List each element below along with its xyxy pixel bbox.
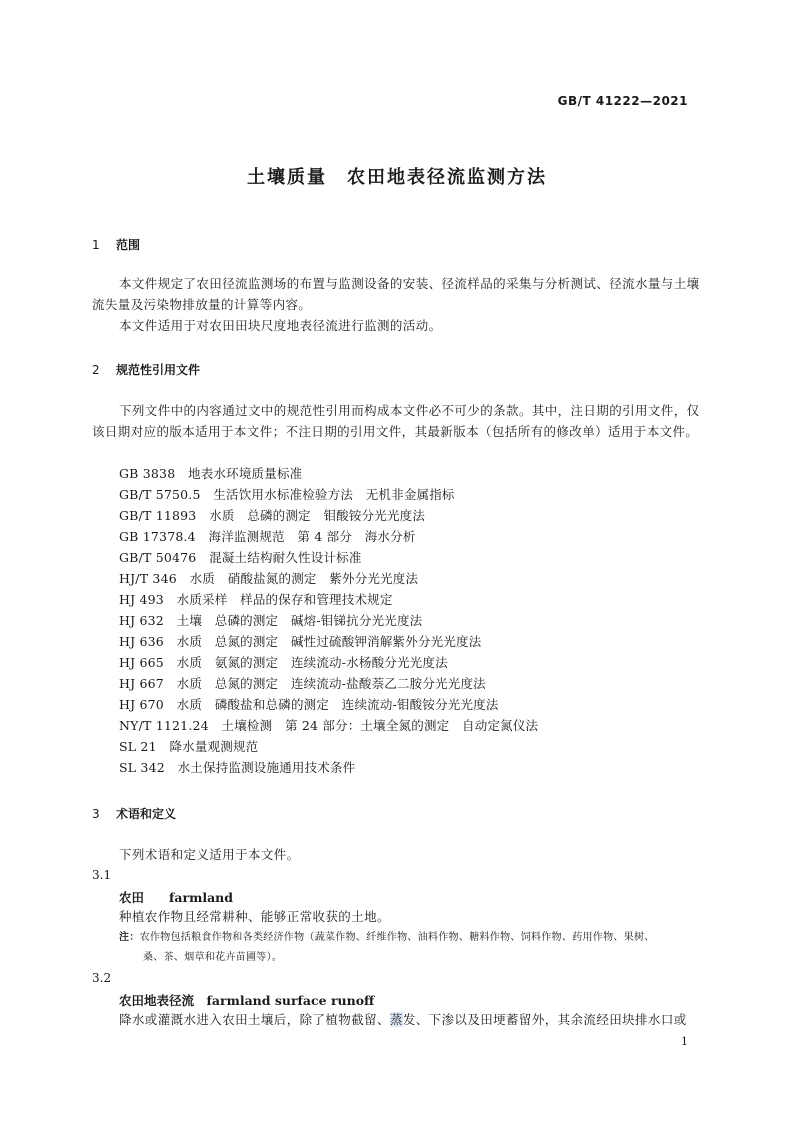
definition-text: 发、下渗以及田埂蓄留外，其余流经田块排水口或 (402, 1012, 687, 1027)
paragraph-text: 下列术语和定义适用于本文件。 (119, 847, 300, 862)
term-chinese: 农田地表径流 (119, 993, 195, 1008)
term-3-2-definition (119, 1009, 719, 1030)
section-number: 2 (92, 363, 100, 377)
term-3-2 (119, 991, 374, 1009)
term-3-1-note (119, 928, 709, 968)
term-english: farmland surface runoff (206, 993, 375, 1008)
section-1-paragraph-2 (92, 315, 706, 336)
section-3-heading (92, 805, 176, 822)
reference-item: SL 342 水土保持监测设施通用技术条件 (119, 760, 356, 775)
section-2-heading (92, 361, 200, 378)
term-number: 3.1 (92, 868, 112, 882)
reference-item: NY/T 1121.24 土壤检测 第 24 部分：土壤全氮的测定 自动定氮仪法 (119, 718, 539, 733)
paragraph-text: 本文件规定了农田径流监测场的布置与监测设备的安装、径流样品的采集与分析测试、径流水量与土壤流失量及污染物排放量的计算等内容。 (92, 276, 700, 312)
section-1-heading (92, 236, 140, 253)
reference-item: HJ 670 水质 磷酸盐和总磷的测定 连续流动-钼酸铵分光光度法 (119, 697, 499, 712)
reference-item: HJ 665 水质 氨氮的测定 连续流动-水杨酸分光光度法 (119, 655, 448, 670)
section-number: 3 (92, 807, 100, 821)
section-title: 规范性引用文件 (116, 363, 201, 377)
standard-code: GB/T 41222—2021 (557, 94, 688, 108)
section-2-intro (92, 400, 706, 442)
reference-item: GB/T 11893 水质 总磷的测定 钼酸铵分光光度法 (119, 508, 426, 523)
section-3-intro (92, 844, 706, 865)
reference-item: HJ 667 水质 总氮的测定 连续流动-盐酸萘乙二胺分光光度法 (119, 676, 486, 691)
section-number: 1 (92, 238, 100, 252)
reference-item: GB/T 5750.5 生活饮用水标准检验方法 无机非金属指标 (119, 487, 455, 502)
section-1-paragraph-1 (92, 273, 706, 315)
reference-item: SL 21 降水量观测规范 (119, 739, 259, 754)
reference-item: HJ 632 土壤 总磷的测定 碱熔-钼锑抗分光光度法 (119, 613, 423, 628)
normative-references-list (119, 463, 709, 778)
note-text: 农作物包括粮食作物和各类经济作物（蔬菜作物、纤维作物、油料作物、糖料作物、饲料作物、药用作物、果树、 (139, 932, 655, 943)
highlighted-text: 蒸 (389, 1012, 403, 1027)
section-title: 范围 (116, 238, 141, 252)
note-label: 注： (119, 932, 140, 943)
reference-item: GB/T 50476 混凝土结构耐久性设计标准 (119, 550, 362, 565)
page-number: 1 (681, 1035, 688, 1048)
reference-item: GB 17378.4 海洋监测规范 第 4 部分 海水分析 (119, 529, 416, 544)
reference-item: HJ/T 346 水质 硝酸盐氮的测定 紫外分光光度法 (119, 571, 419, 586)
term-chinese: 农田 (119, 890, 145, 905)
reference-item: HJ 493 水质采样 样品的保存和管理技术规定 (119, 592, 393, 607)
term-english: farmland (169, 890, 233, 905)
reference-item: GB 3838 地表水环境质量标准 (119, 466, 303, 481)
term-3-1-definition: 种植农作物且经常耕种、能够正常收获的土地。 (119, 909, 390, 924)
section-title: 术语和定义 (116, 807, 177, 821)
reference-item: HJ 636 水质 总氮的测定 碱性过硫酸钾消解紫外分光光度法 (119, 634, 482, 649)
definition-text: 降水或灌溉水进入农田土壤后，除了植物截留、 (119, 1012, 390, 1027)
document-title: 土壤质量 农田地表径流监测方法 (247, 167, 547, 188)
paragraph-text: 本文件适用于对农田田块尺度地表径流进行监测的活动。 (119, 318, 442, 333)
term-number: 3.2 (92, 971, 112, 985)
term-3-1 (119, 888, 233, 906)
note-text-continued: 桑、茶、烟草和花卉苗圃等）。 (143, 952, 283, 963)
paragraph-text: 下列文件中的内容通过文中的规范性引用而构成本文件必不可少的条款。其中，注日期的引用文件，仅该日期对应的版本适用于本文件；不注日期的引用文件，其最新版本（包括所有的修改单）适用于本文件。 (92, 403, 700, 439)
